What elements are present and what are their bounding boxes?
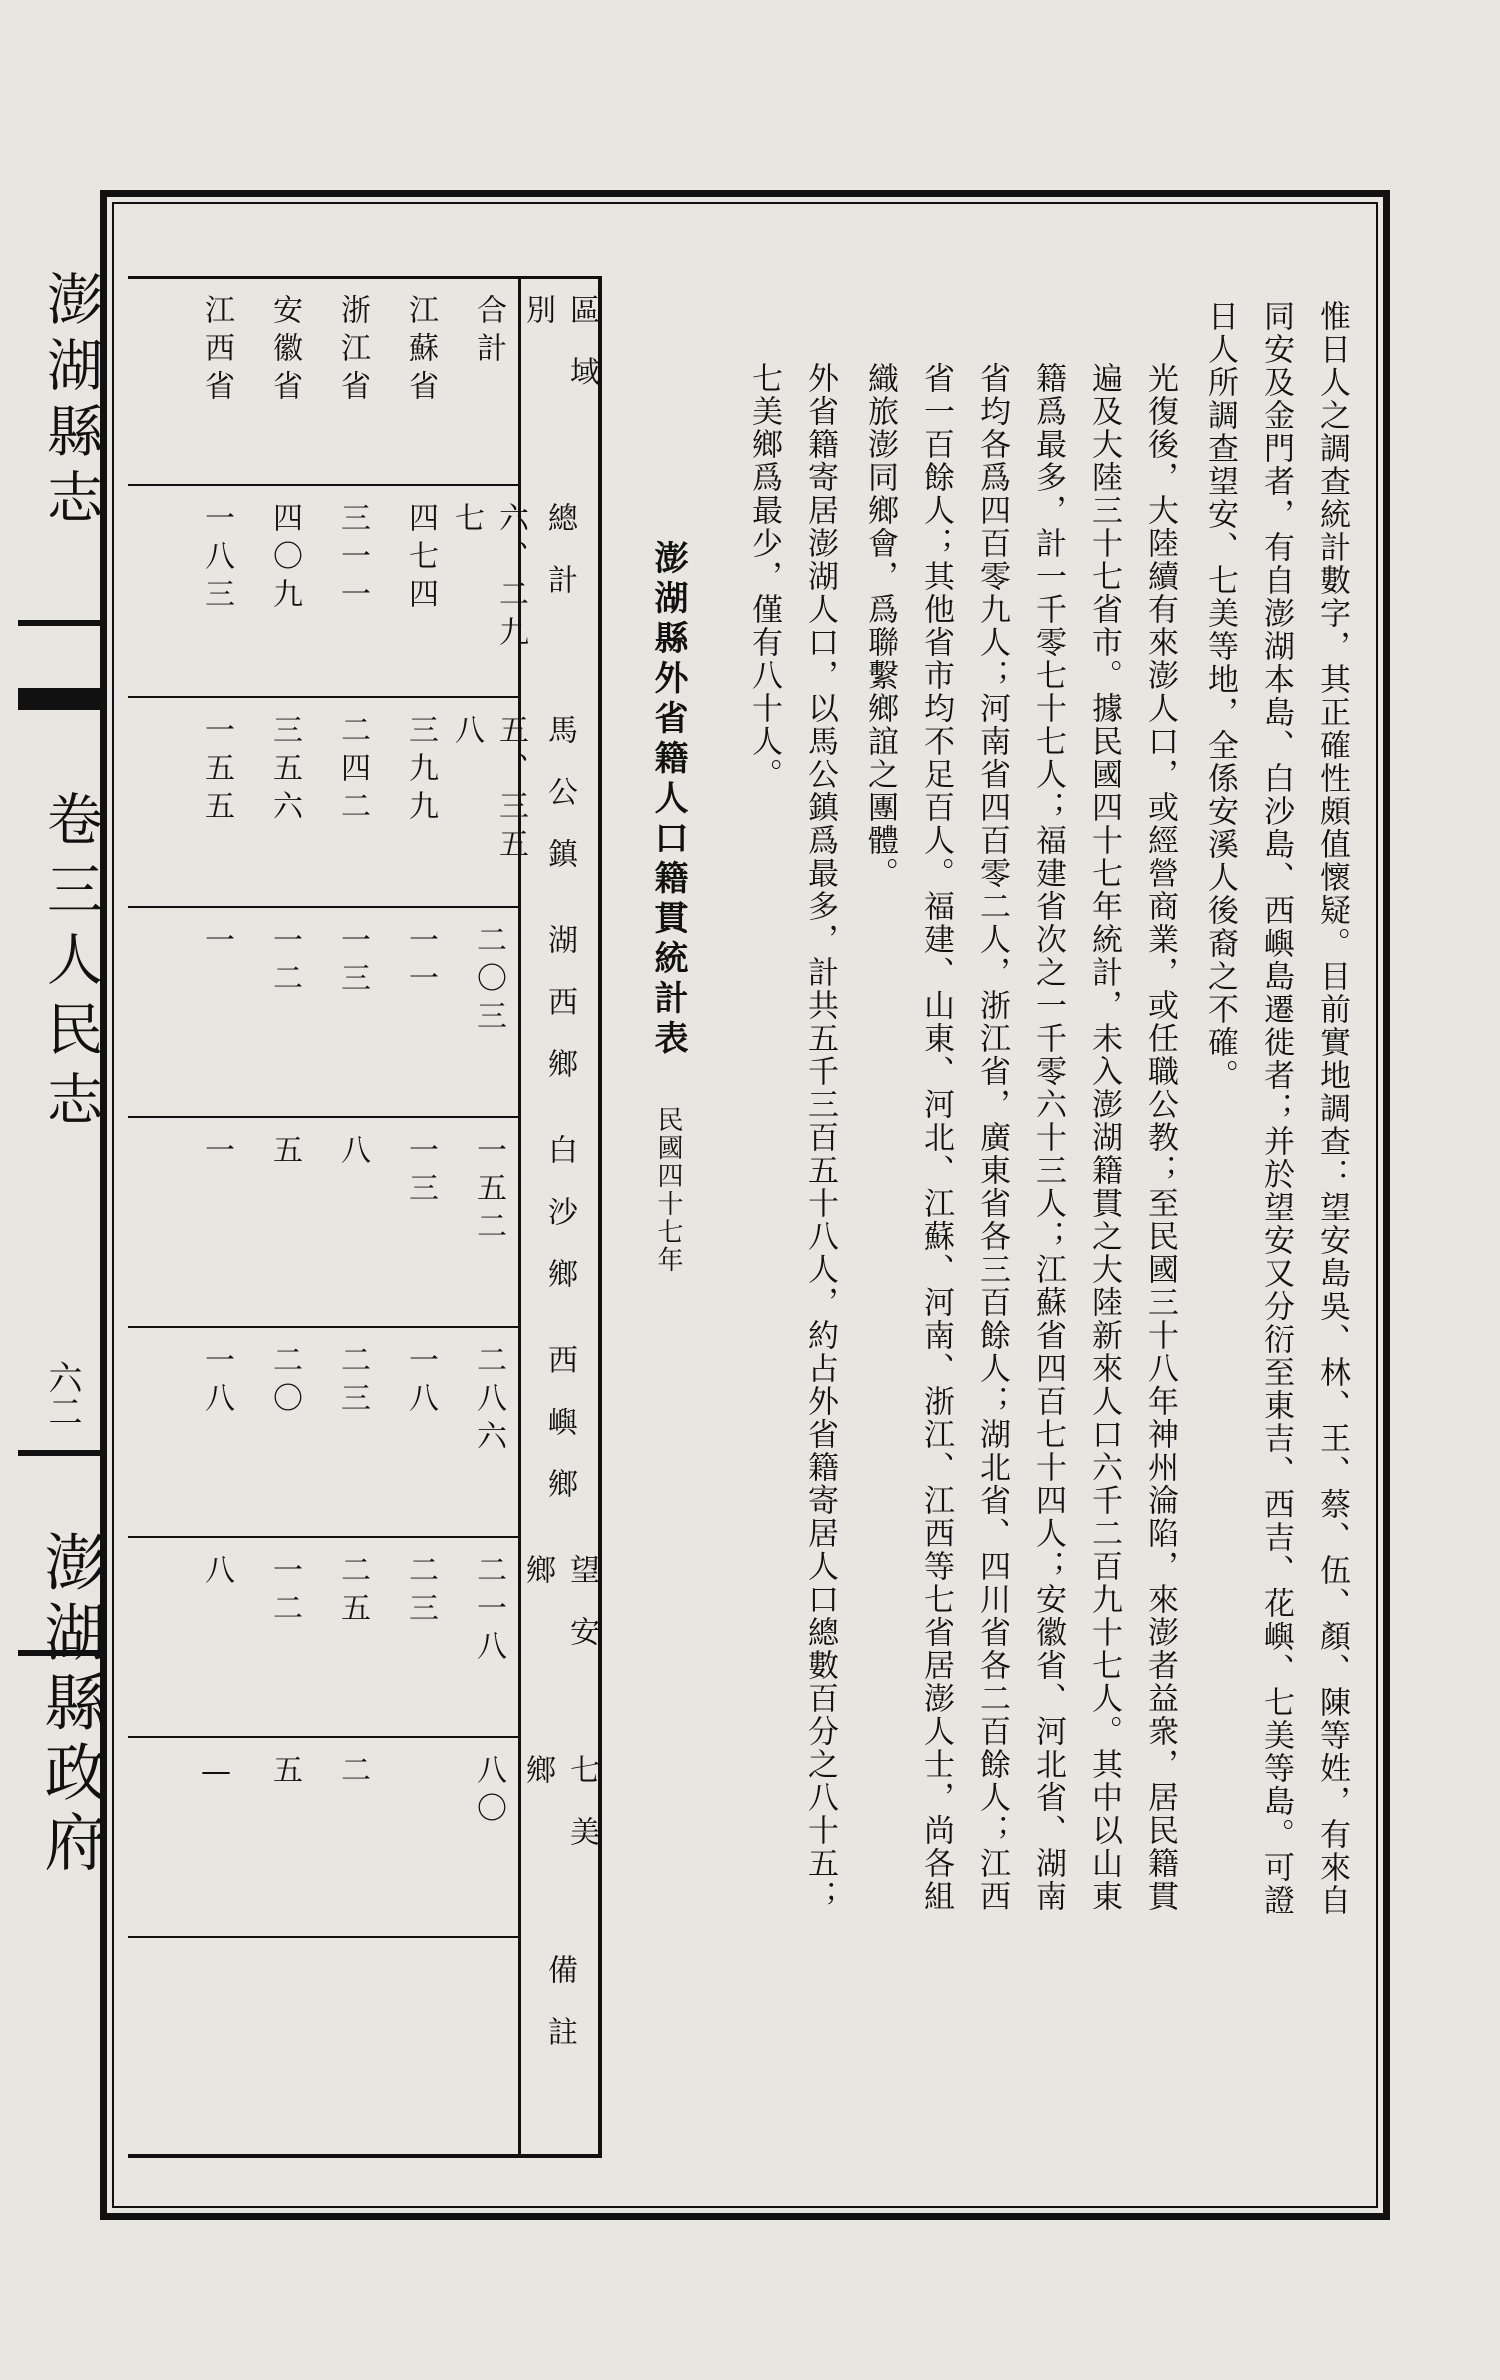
table-cell: 一八三 xyxy=(199,502,234,616)
table-cell: 三九九 xyxy=(403,714,438,828)
table-header: 區域別 xyxy=(520,294,599,418)
table-cell: 二一八 xyxy=(471,1554,506,1668)
table-cell: 六、二九七 xyxy=(449,502,528,654)
table-row-region: 浙江省 xyxy=(335,294,370,408)
table-cell: 二〇三 xyxy=(471,924,506,1038)
table-subtitle: 民國四十七年 xyxy=(653,1106,683,1274)
table-divider xyxy=(128,696,518,698)
table-header: 白沙鄉 xyxy=(542,1134,577,1320)
table-row-region: 合計 xyxy=(471,294,506,370)
margin-divider xyxy=(18,620,100,626)
margin-divider xyxy=(18,688,100,710)
margin-divider xyxy=(18,1450,100,1456)
table-header: 馬公鎮 xyxy=(542,714,577,900)
table-cell: 一二 xyxy=(267,1554,302,1630)
publisher: 澎湖縣政府 xyxy=(34,1530,107,1880)
table-cell: 五 xyxy=(267,1754,302,1792)
table-header: 西嶼鄉 xyxy=(542,1344,577,1530)
paragraph: 外省籍寄居澎湖人口，以馬公鎮爲最多，計共五千三百五十八人，約占外省籍寄居人口總數百分之八十五；七美鄉爲最少，僅有八十人。 xyxy=(746,362,838,1913)
table-cell: 一 xyxy=(199,1134,234,1172)
table-cell: 三一一 xyxy=(335,502,370,616)
table-cell: 一八 xyxy=(199,1344,234,1420)
table-divider xyxy=(128,906,518,908)
table-divider xyxy=(128,1536,518,1538)
table-border xyxy=(128,2154,602,2158)
table-title-text: 澎湖縣外省籍人口籍貫統計表 xyxy=(648,540,688,1060)
table-header: 七美鄉 xyxy=(520,1754,599,1878)
table-cell: 五、三五八 xyxy=(449,714,528,866)
table-border xyxy=(128,276,602,279)
volume-title: 卷三人民志 xyxy=(38,790,103,1140)
table-cell: 二 xyxy=(335,1754,370,1792)
table-cell: 二三 xyxy=(335,1344,370,1420)
table-cell: — xyxy=(198,1754,234,1797)
table-divider xyxy=(128,1736,518,1738)
table-cell: 二四二 xyxy=(335,714,370,828)
table-row-region: 江西省 xyxy=(199,294,234,408)
table-cell: 二〇 xyxy=(267,1344,302,1420)
table-divider xyxy=(128,1116,518,1118)
paragraph: 光復後，大陸續有來澎人口，或經營商業，或任職公教；至民國三十八年神州淪陷，來澎者益衆，居民籍貫遍及大陸三十七省市。據民國四十七年統計，未入澎湖籍貫之大陸新來人口六千二百九十七人。其中以山東籍爲最多，計一千零七十七人；福建省次之一千零六十三人；江蘇省四百七十四人；安徽省、河北省、湖南省均各爲四百零九人；河南省四百零二人，浙江省，廣東省各三百餘人；湖北省、四川省各二百餘人；江西省一百餘人；其他省市均不足百人。福建、山東、河北、江蘇、河南、浙江、江西等七省居澎人士，尚各組織旅澎同鄉會，爲聯繫鄉誼之團體。 xyxy=(862,362,1178,1913)
table-row-region: 安徽省 xyxy=(267,294,302,408)
table-header: 望安鄉 xyxy=(520,1554,599,1678)
table-cell: 八 xyxy=(335,1134,370,1172)
table-cell: 一五二 xyxy=(471,1134,506,1248)
table-header: 湖西鄉 xyxy=(542,924,577,1110)
table-header: 總計 xyxy=(542,502,577,626)
table-divider xyxy=(128,1326,518,1328)
table-cell: 一三 xyxy=(403,1134,438,1210)
paragraph: 惟日人之調查統計數字，其正確性頗值懷疑。目前實地調查：望安島吳、林、王、蔡、伍、顏、陳等姓，有來自同安及金門者，有自澎湖本島、白沙島、西嶼島遷徙者；并於望安又分衍至東吉、西吉、花嶼、七美等島。可證日人所調查望安、七美等地，全係安溪人後裔之不確。 xyxy=(1202,300,1350,1917)
table-cell: 一五五 xyxy=(199,714,234,828)
table-cell: 五 xyxy=(267,1134,302,1172)
table-title xyxy=(640,300,696,1920)
table-cell: 一三 xyxy=(335,924,370,1000)
table-divider xyxy=(128,484,518,486)
table-cell: 八 xyxy=(199,1554,234,1592)
table-cell: 四〇九 xyxy=(267,502,302,616)
book-title: 澎湖縣志 xyxy=(38,270,103,534)
table-cell: 二五 xyxy=(335,1554,370,1630)
table-cell: 二八六 xyxy=(471,1344,506,1458)
page-number: 六二 xyxy=(42,1360,82,1428)
table-row-region: 江蘇省 xyxy=(403,294,438,408)
main-text xyxy=(620,300,1360,1920)
table-cell: 八〇 xyxy=(471,1754,506,1830)
table-cell: 二三 xyxy=(403,1554,438,1630)
table-cell: 一八 xyxy=(403,1344,438,1420)
statistics-table xyxy=(128,276,598,2156)
table-cell: 四七四 xyxy=(403,502,438,616)
table-cell: 一 xyxy=(199,924,234,962)
table-cell: 三五六 xyxy=(267,714,302,828)
table-divider xyxy=(128,1936,518,1938)
table-header: 備註 xyxy=(542,1954,577,2078)
table-cell: 一二 xyxy=(267,924,302,1000)
table-cell: 一一 xyxy=(403,924,438,1000)
